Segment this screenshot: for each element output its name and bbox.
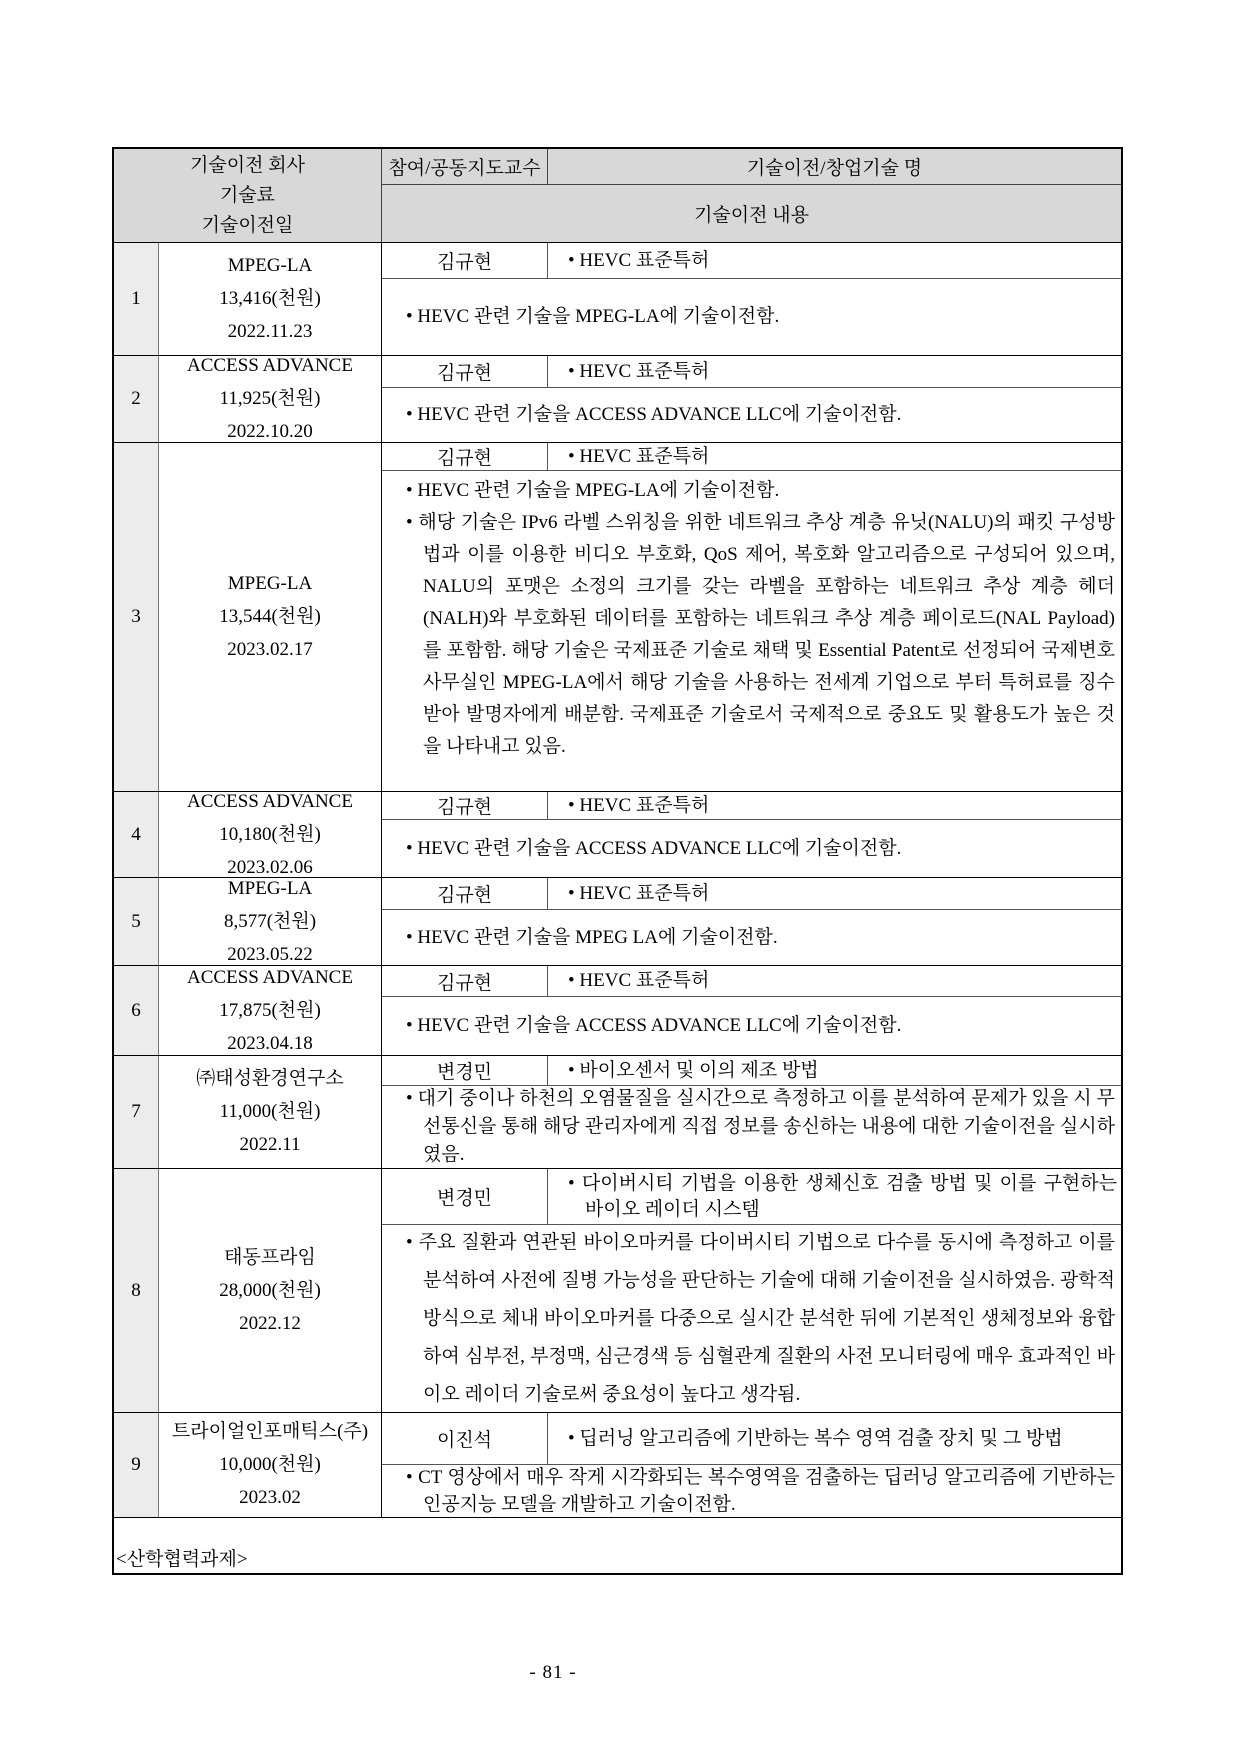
transfer-date: 2022.12: [239, 1312, 301, 1334]
content-paragraph: • HEVC 관련 기술을 ACCESS ADVANCE LLC에 기술이전함.: [396, 1009, 1115, 1043]
tech-name: • HEVC 표준특허: [558, 248, 1117, 274]
row-subheader: [382, 443, 1121, 471]
table-row: [114, 878, 1121, 966]
transfer-date: 2023.05.22: [227, 943, 313, 965]
row-right-block: [382, 1056, 1121, 1168]
transfer-content-cell: [382, 910, 1121, 965]
row-subheader: [382, 792, 1121, 820]
tech-name: • 다이버시티 기법을 이용한 생체신호 검출 방법 및 이를 구현하는 바이오 레이더 시스템: [558, 1171, 1117, 1223]
transfer-date: 2023.02: [239, 1487, 301, 1508]
row-right-block: [382, 443, 1121, 791]
company-name: ACCESS ADVANCE: [187, 356, 353, 376]
company-cell: [159, 1056, 382, 1168]
company-cell: [159, 1169, 382, 1412]
tech-name-cell: [548, 243, 1121, 278]
fee-amount: 28,000(천원): [219, 1279, 321, 1301]
content-paragraph: • HEVC 관련 기술을 ACCESS ADVANCE LLC에 기술이전함.: [396, 398, 1115, 432]
row-number: 8: [114, 1169, 159, 1412]
table-header: [114, 149, 1121, 243]
fee-amount: 10,180(천원): [219, 823, 321, 845]
content-paragraph: • 주요 질환과 연관된 바이오마커를 다이버시티 기법으로 다수를 동시에 측정하고 이를 분석하여 사전에 질병 가능성을 판단하는 기술에 대해 기술이전을 실시하였음. 광학적 방식으로 체내 바이오마커를 다중으로 실시간 분석한 뒤에 기본적인 생체정보와 융합하여 심부전, 부정맥, 심근경색 등 심혈관계 질환의 사전 모니터링에 매우 효과적인 바이오 레이더 기술로써 중요성이 높다고 생각됨.: [396, 1225, 1115, 1412]
row-right-block: [382, 1413, 1121, 1517]
tech-name: • 바이오센서 및 이의 제조 방법: [558, 1058, 1117, 1084]
company-name: MPEG-LA: [227, 255, 313, 276]
tech-name-cell: [548, 878, 1121, 909]
company-name: ACCESS ADVANCE: [187, 792, 353, 812]
tech-name-cell: [548, 966, 1121, 996]
row-right-block: [382, 878, 1121, 965]
table-row: [114, 966, 1121, 1056]
transfer-date: 2022.11: [239, 1134, 301, 1155]
row-subheader: [382, 966, 1121, 997]
header-company-label: 기술이전 회사: [190, 154, 305, 176]
content-paragraph: • HEVC 관련 기술을 ACCESS ADVANCE LLC에 기술이전함.: [396, 832, 1115, 866]
row-number: 2: [114, 356, 159, 442]
fee-amount: 13,544(천원): [219, 606, 321, 627]
content-paragraph: • 대기 중이나 하천의 오염물질을 실시간으로 측정하고 이를 분석하여 문제가 있을 시 무선통신을 통해 해당 관리자에게 직접 정보를 송신하는 내용에 대한 기술이전을 실시하였음.: [396, 1086, 1115, 1168]
company-cell: [159, 243, 382, 355]
row-right-block: [382, 243, 1121, 355]
transfer-content-cell: [382, 1086, 1121, 1168]
transfer-content-cell: [382, 1225, 1121, 1412]
row-number: 1: [114, 243, 159, 355]
tech-name: • HEVC 표준특허: [558, 968, 1117, 994]
content-paragraph: • HEVC 관련 기술을 MPEG-LA에 기술이전함.: [396, 475, 1115, 507]
header-top-row: [382, 149, 1121, 185]
row-number: 5: [114, 878, 159, 965]
tech-name-cell: [548, 792, 1121, 819]
content-paragraph: • 해당 기술은 IPv6 라벨 스위칭을 위한 네트워크 추상 계층 유닛(NALU)의 패킷 구성방법과 이를 이용한 비디오 부호화, QoS 제어, 복호화 알고리즘으로 구성되어 있으며, NALU의 포맷은 소정의 크기를 갖는 라벨을 포함하는 네트워크 추상 계층 헤더(NALH)와 부호화된 데이터를 포함하는 네트워크 추상 계층 페이로드(NAL Payload)를 포함함. 해당 기술은 국제표준 기술로 채택 및 Essential Patent로 선정되어 국제변호사무실인 MPEG-LA에서 해당 기술을 사용하는 전세계 기업으로 부터 특허료를 징수받아 발명자에게 배분함. 국제표준 기술로서 국제적으로 중요도 및 활용도가 높은 것을 나타내고 있음.: [396, 507, 1115, 763]
company-name: 태동프라임: [224, 1246, 316, 1268]
company-cell: [159, 792, 382, 877]
company-name: 트라이얼인포매틱스(주): [171, 1421, 369, 1442]
tech-name-cell: [548, 443, 1121, 470]
header-company-fee-date: [114, 149, 382, 242]
company-name: MPEG-LA: [227, 573, 313, 594]
row-right-block: [382, 356, 1121, 442]
fee-amount: 13,416(천원): [219, 288, 321, 309]
row-right-block: [382, 966, 1121, 1055]
row-right-block: [382, 792, 1121, 877]
company-cell: [159, 878, 382, 965]
table-row: [114, 792, 1121, 878]
tech-name: • HEVC 표준특허: [558, 444, 1117, 470]
fee-amount: 10,000(천원): [219, 1454, 321, 1475]
transfer-content-cell: [382, 471, 1121, 791]
transfer-content-cell: [382, 279, 1121, 355]
row-number: 6: [114, 966, 159, 1055]
table-body: [114, 243, 1121, 1518]
row-subheader: [382, 878, 1121, 910]
page-number: - 81 -: [529, 1662, 577, 1683]
header-tech-name-label: 기술이전/창업기술 명: [746, 158, 923, 179]
professor-name: 김규현: [382, 243, 548, 278]
content-paragraph: • HEVC 관련 기술을 MPEG-LA에 기술이전함.: [396, 300, 1115, 334]
tech-name: • 딥러닝 알고리즘에 기반하는 복수 영역 검출 장치 및 그 방법: [558, 1426, 1117, 1452]
row-subheader: [382, 1169, 1121, 1225]
tech-name-cell: [548, 356, 1121, 387]
transfer-content-cell: [382, 388, 1121, 442]
transfer-date: 2023.02.06: [227, 856, 313, 877]
tech-transfer-table: [112, 147, 1123, 1575]
transfer-content-cell: [382, 997, 1121, 1055]
tech-name: • HEVC 표준특허: [558, 359, 1117, 385]
company-name: MPEG-LA: [227, 878, 313, 899]
professor-name: 변경민: [382, 1056, 548, 1085]
transfer-date: 2023.02.17: [227, 639, 313, 660]
content-paragraph: • CT 영상에서 매우 작게 시각화되는 복수영역을 검출하는 딥러닝 알고리즘에 기반하는 인공지능 모델을 개발하고 기술이전함.: [396, 1465, 1115, 1517]
company-cell: [159, 356, 382, 442]
row-number: 9: [114, 1413, 159, 1517]
row-number: 4: [114, 792, 159, 877]
table-row: [114, 356, 1121, 443]
row-subheader: [382, 356, 1121, 388]
transfer-date: 2022.11.23: [227, 321, 313, 342]
header-content-label: 기술이전 내용: [694, 205, 809, 226]
company-cell: [159, 966, 382, 1055]
table-row: [114, 1413, 1121, 1518]
tech-name: • HEVC 표준특허: [558, 793, 1117, 819]
header-date-label: 기술이전일: [201, 214, 294, 236]
professor-name: 김규현: [382, 356, 548, 387]
transfer-content-cell: [382, 820, 1121, 877]
company-cell: [159, 443, 382, 791]
row-right-block: [382, 1169, 1121, 1412]
header-right: [382, 149, 1121, 242]
row-subheader: [382, 1413, 1121, 1465]
section-note: <산학협력과제>: [116, 1549, 248, 1570]
header-fee-label: 기술료: [219, 184, 276, 206]
tech-name-cell: [548, 1169, 1121, 1224]
fee-amount: 11,925(천원): [219, 388, 321, 409]
row-subheader: [382, 1056, 1121, 1086]
company-name: ACCESS ADVANCE: [187, 966, 353, 988]
company-cell: [159, 1413, 382, 1517]
professor-name: 김규현: [382, 878, 548, 909]
row-number: 3: [114, 443, 159, 791]
professor-name: 김규현: [382, 792, 548, 819]
section-note-area: [114, 1518, 1121, 1573]
header-professor-label: 참여/공동지도교수: [382, 149, 548, 184]
tech-name-cell: [548, 1413, 1121, 1464]
table-row: [114, 1056, 1121, 1169]
tech-name: • HEVC 표준특허: [558, 881, 1117, 907]
professor-name: 변경민: [382, 1169, 548, 1224]
fee-amount: 17,875(천원): [219, 999, 321, 1021]
transfer-date: 2023.04.18: [227, 1032, 313, 1054]
fee-amount: 11,000(천원): [219, 1101, 321, 1122]
row-subheader: [382, 243, 1121, 279]
content-paragraph: • HEVC 관련 기술을 MPEG LA에 기술이전함.: [396, 921, 1115, 955]
professor-name: 이진석: [382, 1413, 548, 1464]
transfer-content-cell: [382, 1465, 1121, 1517]
table-row: [114, 243, 1121, 356]
professor-name: 김규현: [382, 966, 548, 996]
professor-name: 김규현: [382, 443, 548, 470]
table-row: [114, 1169, 1121, 1413]
company-name: ㈜태성환경연구소: [196, 1068, 344, 1089]
transfer-date: 2022.10.20: [227, 421, 313, 442]
row-number: 7: [114, 1056, 159, 1168]
table-row: [114, 443, 1121, 792]
fee-amount: 8,577(천원): [223, 910, 317, 932]
tech-name-cell: [548, 1056, 1121, 1085]
